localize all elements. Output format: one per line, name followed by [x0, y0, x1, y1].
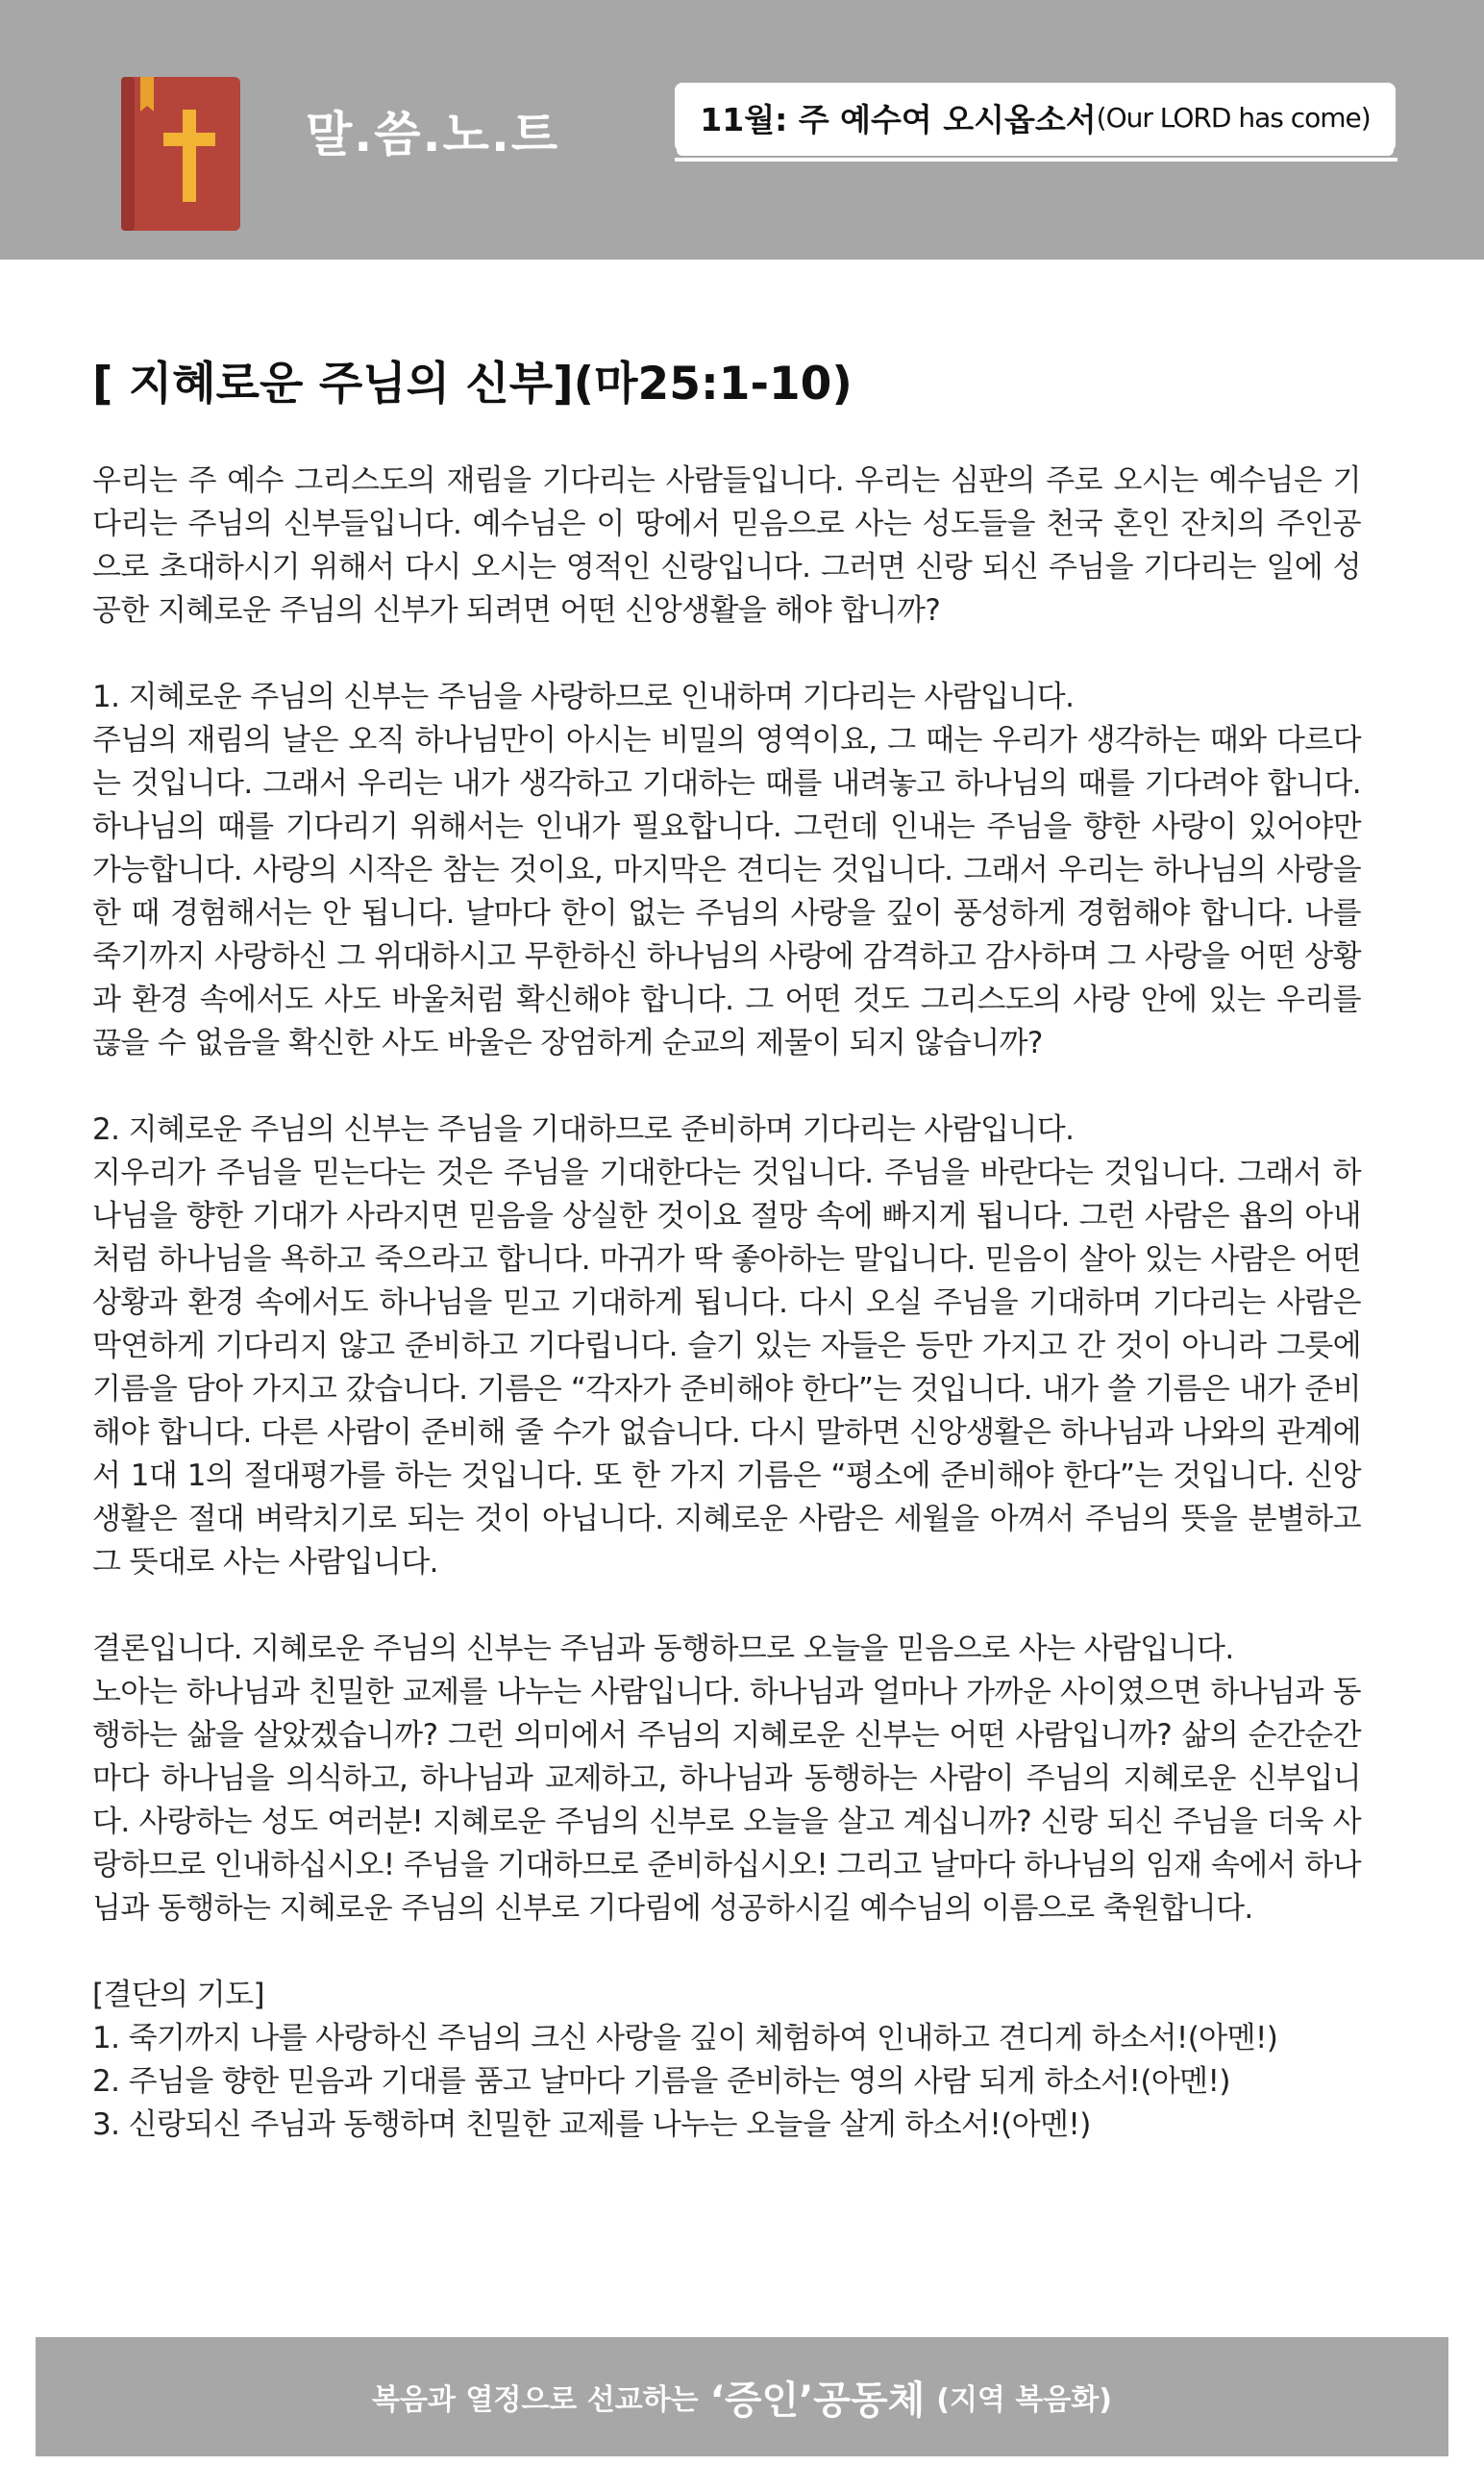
- footer-subtitle: (지역 복음화): [936, 2383, 1113, 2417]
- footer-band: [36, 2337, 1448, 2456]
- prayer-item: 2. 주님을 향한 믿음과 기대를 품고 날마다 기름을 준비하는 영의 사람 되게 하소서!(아멘!): [92, 2064, 1230, 2099]
- point-1-heading: 1. 지혜로운 주님의 신부는 주님을 사랑하므로 인내하며 기다리는 사람입니다.: [92, 680, 1075, 714]
- prayer-section: [92, 1974, 1361, 2147]
- theme-underline: [675, 158, 1397, 162]
- intro-paragraph: 우리는 주 예수 그리스도의 재림을 기다리는 사람들입니다. 우리는 심판의 주로 오시는 예수님은 기다리는 주님의 신부들입니다. 예수님은 이 땅에서 믿음으로 사는 성도들을 천국 혼인 잔치의 주인공으로 초대하시기 위해서 다시 오시는 영적인 신랑입니다. 그러면 신랑 되신 주님을 기다리는 일에 성공한 지혜로운 주님의 신부가 되려면 어떤 신앙생활을 해야 합니까?: [92, 463, 1361, 628]
- prayer-list: [92, 2017, 1361, 2147]
- point-1-section: [92, 676, 1361, 1065]
- footer-community-name: ‘증인’공동체: [709, 2378, 926, 2423]
- conclusion-heading: 결론입니다. 지혜로운 주님의 신부는 주님과 동행하므로 오늘을 믿음으로 사는 사람입니다.: [92, 1632, 1234, 1666]
- footer-slogan: 복음과 열정으로 선교하는: [371, 2383, 699, 2417]
- monthly-theme-box: [675, 83, 1396, 152]
- monthly-theme-english: (Our LORD has come): [1096, 101, 1371, 134]
- conclusion-body: 노아는 하나님과 친밀한 교제를 나누는 사람입니다. 하나님과 얼마나 가까운 사이였으면 하나님과 동행하는 삶을 살았겠습니까? 그런 의미에서 주님의 지혜로운 신부는 어떤 사람입니까? 삶의 순간순간마다 하나님을 의식하고, 하나님과 교제하고, 하나님과 동행하는 사람이 주님의 지혜로운 신부입니다. 사랑하는 성도 여러분! 지혜로운 주님의 신부로 오늘을 살고 계십니까? 신랑 되신 주님을 더욱 사랑하므로 인내하십시오! 주님을 기대하므로 준비하십시오! 그리고 날마다 하나님의 임재 속에서 하나님과 동행하는 지혜로운 주님의 신부로 기다림에 성공하시길 예수님의 이름으로 축원합니다.: [92, 1675, 1361, 1926]
- point-1-body: 주님의 재림의 날은 오직 하나님만이 아시는 비밀의 영역이요, 그 때는 우리가 생각하는 때와 다르다는 것입니다. 그래서 우리는 내가 생각하고 기대하는 때를 내려놓고 하나님의 때를 기다려야 합니다. 하나님의 때를 기다리기 위해서는 인내가 필요합니다. 그런데 인내는 주님을 향한 사랑이 있어야만 가능합니다. 사랑의 시작은 참는 것이요, 마지막은 견디는 것입니다. 그래서 우리는 하나님의 사랑을 한 때 경험해서는 안 됩니다. 날마다 한이 없는 주님의 사랑을 깊이 풍성하게 경험해야 합니다. 나를 죽기까지 사랑하신 그 위대하시고 무한하신 하나님의 사랑에 감격하고 감사하며 그 사랑을 어떤 상황과 환경 속에서도 사도 바울처럼 확신해야 합니다. 그 어떤 것도 그리스도의 사랑 안에 있는 우리를 끊을 수 없음을 확신한 사도 바울은 장엄하게 순교의 제물이 되지 않습니까?: [92, 723, 1361, 1060]
- sermon-title: [ 지혜로운 주님의 신부](마25:1-10): [92, 358, 853, 411]
- conclusion-section: [92, 1628, 1361, 1931]
- point-2-section: [92, 1108, 1361, 1584]
- point-2-heading: 2. 지혜로운 주님의 신부는 주님을 기대하므로 준비하며 기다리는 사람입니다.: [92, 1112, 1075, 1147]
- brand-title: 말.씀.노.트: [306, 107, 560, 162]
- bible-cross-icon: [121, 77, 240, 231]
- header-band: [0, 0, 1484, 260]
- prayer-item: 1. 죽기까지 나를 사랑하신 주님의 크신 사랑을 깊이 체험하여 인내하고 견디게 하소서!(아멘!): [92, 2021, 1278, 2055]
- point-2-body: 지우리가 주님을 믿는다는 것은 주님을 기대한다는 것입니다. 주님을 바란다는 것입니다. 그래서 하나님을 향한 기대가 사라지면 믿음을 상실한 것이요 절망 속에 빠지게 됩니다. 그런 사람은 욥의 아내처럼 하나님을 욕하고 죽으라고 합니다. 마귀가 딱 좋아하는 말입니다. 믿음이 살아 있는 사람은 어떤 상황과 환경 속에서도 하나님을 믿고 기대하게 됩니다. 다시 오실 주님을 기대하며 기다리는 사람은 막연하게 기다리지 않고 준비하고 기다립니다. 슬기 있는 자들은 등만 가지고 간 것이 아니라 그릇에 기름을 담아 가지고 갔습니다. 기름은 “각자가 준비해야 한다”는 것입니다. 내가 쓸 기름은 내가 준비해야 합니다. 다른 사람이 준비해 줄 수가 없습니다. 다시 말하면 신앙생활은 하나님과 나와의 관계에서 1대 1의 절대평가를 하는 것입니다. 또 한 가지 기름은 “평소에 준비해야 한다”는 것입니다. 신앙생활은 절대 벼락치기로 되는 것이 아닙니다. 지혜로운 사람은 세월을 아껴서 주님의 뜻을 분별하고 그 뜻대로 사는 사람입니다.: [92, 1156, 1361, 1580]
- prayer-item: 3. 신랑되신 주님과 동행하며 친밀한 교제를 나누는 오늘을 살게 하소서!(아멘!): [92, 2107, 1091, 2142]
- monthly-theme: 11월: 주 예수여 오시옵소서: [700, 100, 1097, 138]
- sermon-body: [92, 460, 1361, 2190]
- prayer-title: [결단의 기도]: [92, 1978, 264, 2012]
